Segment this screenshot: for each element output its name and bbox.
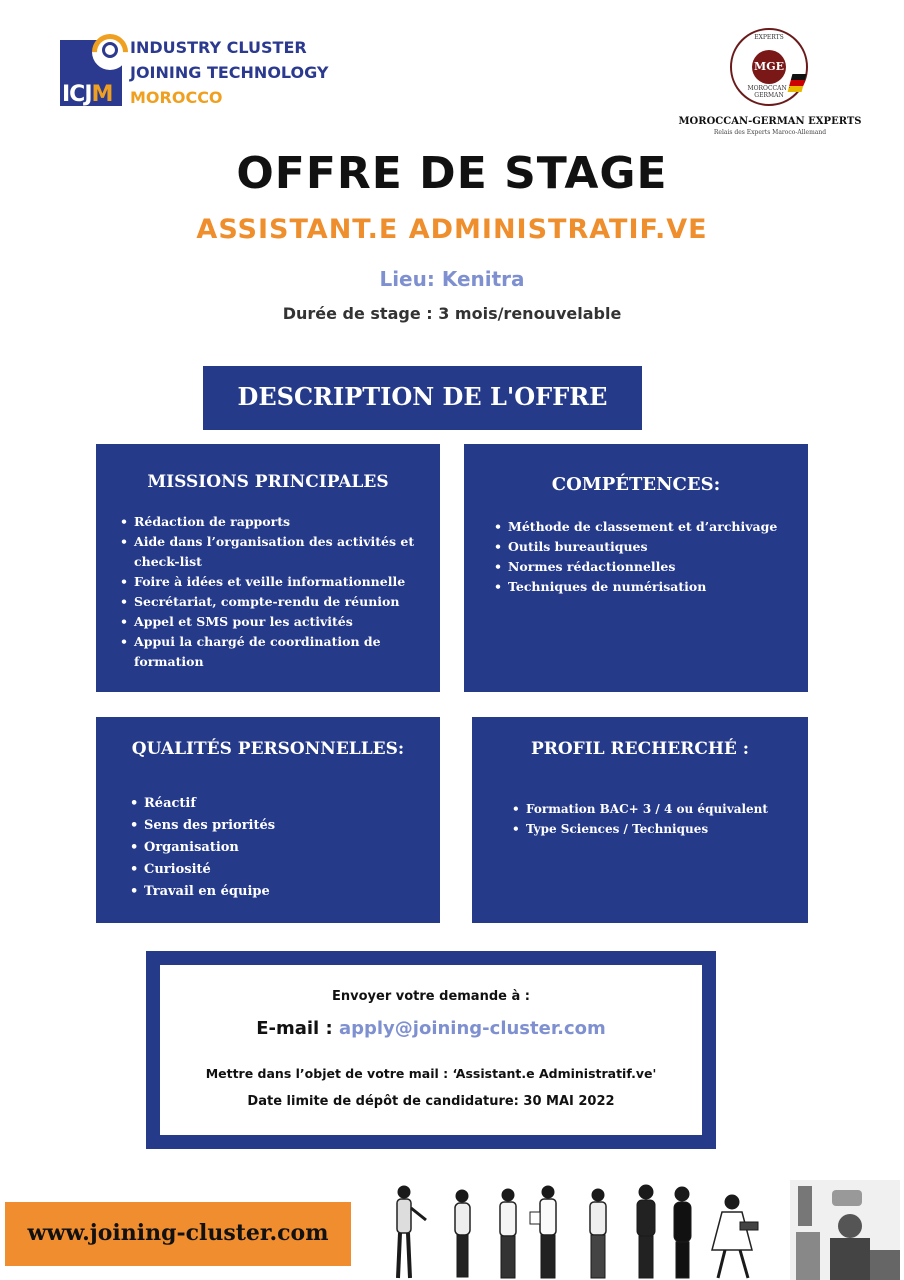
icjm-line-3: MOROCCO [130, 88, 223, 107]
icjm-logo-letters: ICJ [62, 82, 92, 107]
mge-seal-text: MGE [752, 50, 786, 84]
mge-ring-top: EXPERTS [754, 34, 784, 41]
icjm-line-1: INDUSTRY CLUSTER [130, 38, 307, 57]
email-line [160, 1018, 702, 1039]
missions-title: MISSIONS PRINCIPALES [147, 472, 389, 492]
icjm-line-2: JOINING TECHNOLOGY [130, 63, 329, 82]
list-item: • Outils bureautiques [490, 537, 800, 557]
icjm-logo [60, 38, 350, 110]
page-title: OFFRE DE STAGE [236, 148, 668, 199]
email-label: E-mail : [256, 1018, 339, 1039]
mge-subtitle: Relais des Experts Maroco-Allemand [713, 129, 827, 136]
mge-ring-bottom: MOROCCAN · GERMAN [747, 85, 791, 99]
person-icon [455, 1190, 470, 1277]
missions-list [116, 512, 430, 672]
list-item: • Techniques de numérisation [490, 577, 800, 597]
list-item: • Type Sciences / Techniques [508, 819, 798, 839]
send-label: Envoyer votre demande à : [332, 989, 530, 1004]
person-icon [500, 1189, 516, 1278]
person-icon [637, 1185, 655, 1278]
list-item: • Foire à idées et veille informationnelle [116, 572, 430, 592]
person-icon [712, 1195, 758, 1278]
list-item: • Normes rédactionnelles [490, 557, 800, 577]
job-title: ASSISTANT.E ADMINISTRATIF.VE [196, 214, 708, 245]
list-item: • Formation BAC+ 3 / 4 ou équivalent [508, 799, 798, 819]
mge-seal-logo [730, 28, 808, 106]
list-item: • Méthode de classement et d’archivage [490, 517, 800, 537]
person-icon [590, 1189, 606, 1278]
qualites-title: QUALITÉS PERSONNELLES: [131, 739, 405, 759]
footer-bar [5, 1202, 351, 1266]
deadline: Date limite de dépôt de candidature: 30 MAI 2022 [247, 1094, 615, 1109]
list-item: • Organisation [126, 837, 426, 859]
duration: Durée de stage : 3 mois/renouvelable [282, 304, 622, 323]
people-illustration [380, 1180, 900, 1280]
qualites-panel [96, 717, 440, 923]
person-icon [674, 1187, 691, 1278]
competences-list [490, 517, 800, 597]
location: Lieu: Kenitra [379, 267, 525, 291]
subject-instruction: Mettre dans l’objet de votre mail : ‘Assistant.e Administratif.ve' [205, 1066, 657, 1081]
icjm-circle-icon [102, 42, 118, 58]
list-item: • Sens des priorités [126, 815, 426, 837]
list-item: • Secrétariat, compte-rendu de réunion [116, 592, 430, 612]
email-link[interactable]: apply@joining-cluster.com [338, 1018, 606, 1039]
worker-scene-icon [790, 1180, 900, 1280]
website-link[interactable]: www.joining-cluster.com [27, 1220, 329, 1246]
profil-panel [472, 717, 808, 923]
icjm-logo-letter-m: M [91, 82, 113, 107]
contact-inner [160, 965, 702, 1135]
person-icon [397, 1186, 426, 1278]
list-item: • Aide dans l’organisation des activités et check-list [116, 532, 430, 572]
profil-title: PROFIL RECHERCHÉ : [530, 739, 750, 759]
competences-title: COMPÉTENCES: [551, 474, 721, 495]
list-item: • Appui la chargé de coordination de formation [116, 632, 430, 672]
list-item: • Appel et SMS pour les activités [116, 612, 430, 632]
list-item: • Curiosité [126, 859, 426, 881]
list-item: • Réactif [126, 793, 426, 815]
competences-panel [464, 444, 808, 692]
list-item: • Rédaction de rapports [116, 512, 430, 532]
list-item: • Travail en équipe [126, 881, 426, 903]
description-banner: DESCRIPTION DE L'OFFRE [203, 366, 642, 430]
mge-name: MOROCCAN-GERMAN EXPERTS [678, 116, 862, 127]
profil-list [508, 799, 798, 839]
person-icon [530, 1186, 556, 1278]
contact-box [146, 951, 716, 1149]
missions-panel [96, 444, 440, 692]
qualites-list [126, 793, 426, 903]
